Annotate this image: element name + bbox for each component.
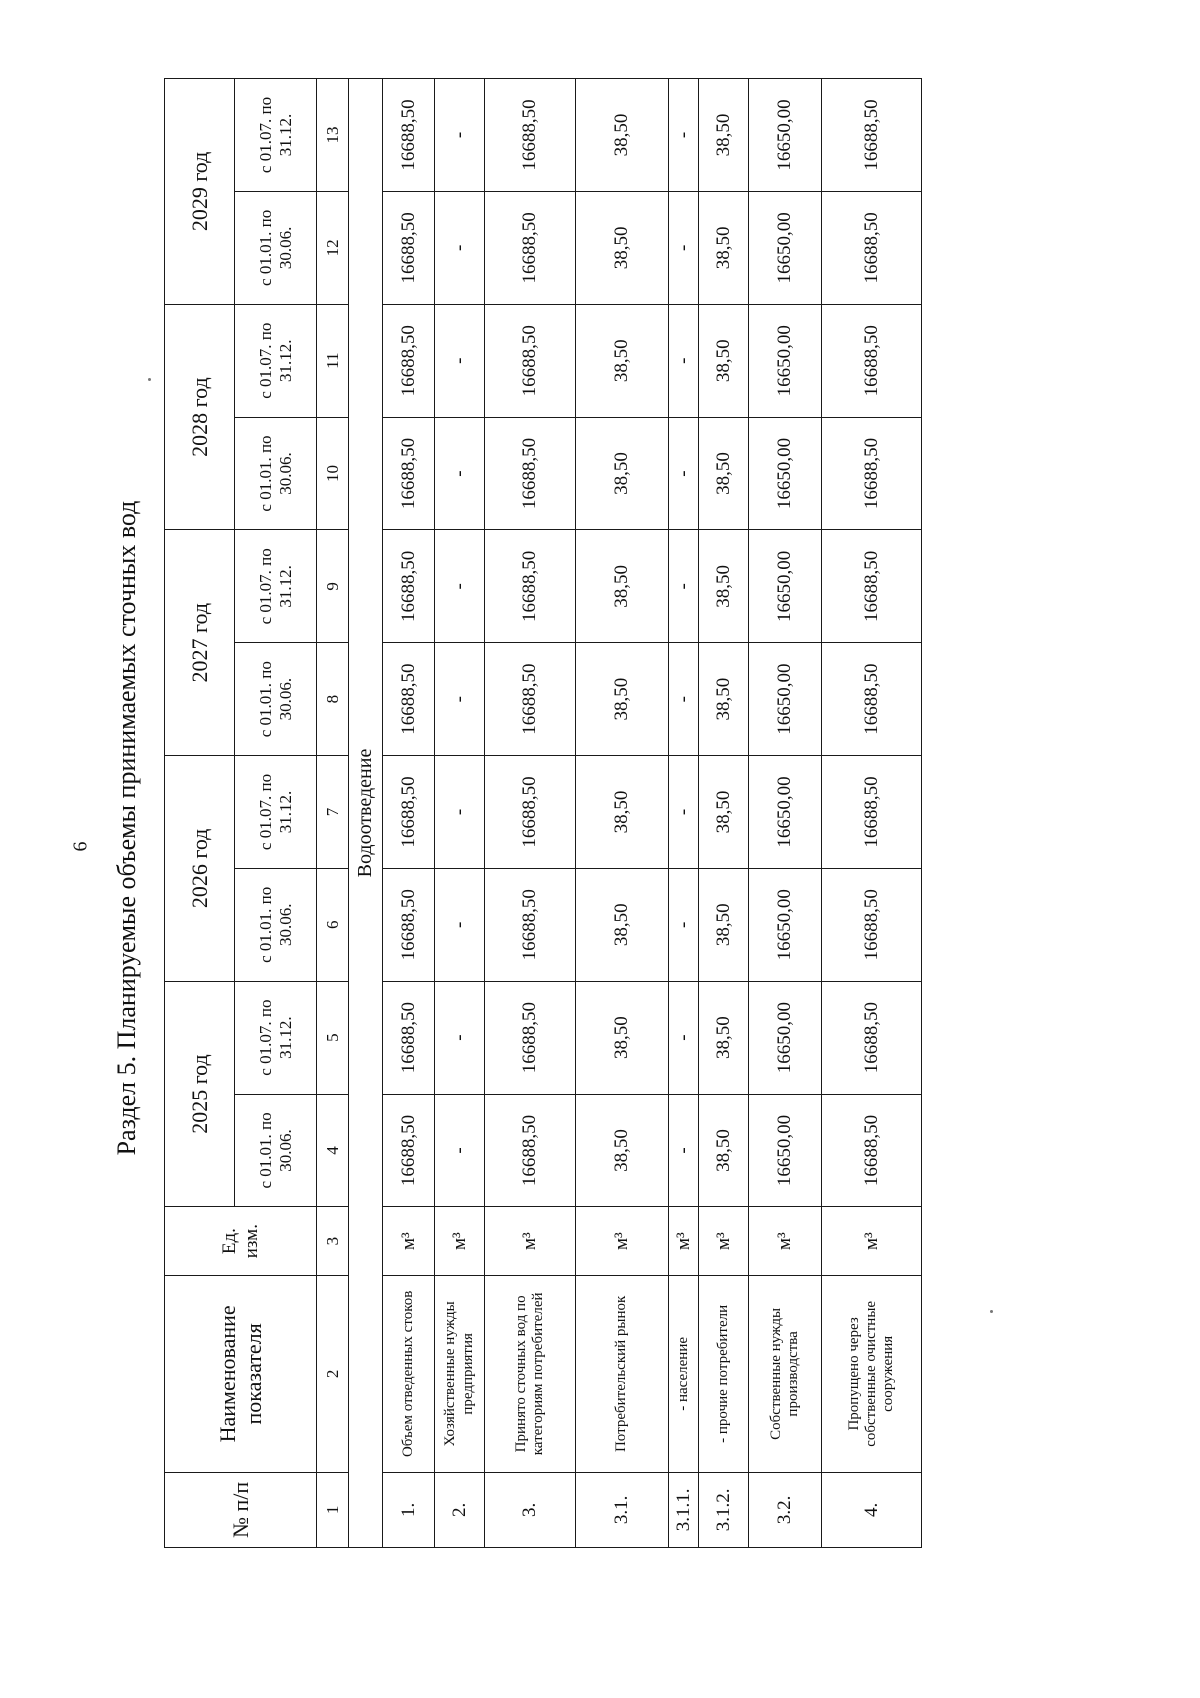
period-second-half: с 01.07. по 31.12.: [235, 981, 317, 1094]
row-value: 16650,00: [749, 304, 822, 417]
column-number: 4: [317, 1094, 349, 1207]
column-number: 9: [317, 530, 349, 643]
row-value: -: [435, 868, 485, 981]
row-value: 16688,50: [822, 1094, 922, 1207]
row-unit: м³: [575, 1207, 668, 1276]
row-value: 16688,50: [485, 530, 576, 643]
table-row: [749, 79, 822, 1548]
period-first-half: с 01.01. по 30.06.: [235, 868, 317, 981]
row-value: -: [669, 756, 699, 869]
row-value: -: [669, 643, 699, 756]
row-name: Потребительский рынок: [575, 1275, 668, 1472]
table-row: [435, 79, 485, 1548]
row-value: 38,50: [699, 191, 749, 304]
header-unit: Ед. изм.: [165, 1207, 317, 1276]
row-value: 16688,50: [822, 417, 922, 530]
row-name: - население: [669, 1275, 699, 1472]
row-value: -: [669, 530, 699, 643]
row-unit: м³: [485, 1207, 576, 1276]
row-value: 38,50: [575, 868, 668, 981]
row-value: 16688,50: [382, 79, 434, 192]
period-first-half: с 01.01. по 30.06.: [235, 417, 317, 530]
row-value: -: [435, 756, 485, 869]
column-number: 13: [317, 79, 349, 192]
row-value: 16650,00: [749, 530, 822, 643]
section-title: Раздел 5. Планируемые объемы принимаемых сточных вод: [112, 500, 141, 1156]
row-value: -: [435, 417, 485, 530]
table-row: [822, 79, 922, 1548]
row-value: -: [669, 304, 699, 417]
row-value: 38,50: [575, 756, 668, 869]
row-value: 16688,50: [485, 981, 576, 1094]
row-unit: м³: [382, 1207, 434, 1276]
row-number: 3.1.: [575, 1472, 668, 1547]
row-value: 16688,50: [382, 868, 434, 981]
column-number: 8: [317, 643, 349, 756]
period-first-half: с 01.01. по 30.06.: [235, 191, 317, 304]
header-year: 2028 год: [165, 304, 235, 530]
row-value: 16688,50: [822, 79, 922, 192]
row-value: 16688,50: [382, 530, 434, 643]
table-row: [699, 79, 749, 1548]
column-number-row: [317, 79, 349, 1548]
column-number: 12: [317, 191, 349, 304]
row-value: 38,50: [575, 417, 668, 530]
row-name: Собственные нужды производства: [749, 1275, 822, 1472]
row-value: -: [435, 304, 485, 417]
row-value: 38,50: [575, 191, 668, 304]
row-number: 3.1.2.: [699, 1472, 749, 1547]
row-value: 38,50: [699, 981, 749, 1094]
row-value: 16650,00: [749, 417, 822, 530]
row-value: 16688,50: [382, 304, 434, 417]
column-number: 3: [317, 1207, 349, 1276]
row-value: 16688,50: [382, 643, 434, 756]
row-value: 16688,50: [382, 981, 434, 1094]
row-value: 38,50: [699, 530, 749, 643]
row-value: 38,50: [575, 79, 668, 192]
row-unit: м³: [822, 1207, 922, 1276]
header-year: 2026 год: [165, 756, 235, 982]
column-number: 5: [317, 981, 349, 1094]
row-value: 16688,50: [485, 756, 576, 869]
header-year: 2025 год: [165, 981, 235, 1207]
row-unit: м³: [749, 1207, 822, 1276]
row-name: - прочие потребители: [699, 1275, 749, 1472]
row-value: 38,50: [699, 868, 749, 981]
section-row: [348, 79, 382, 1548]
row-value: 38,50: [699, 304, 749, 417]
row-name: Хозяйственные нужды предприятия: [435, 1275, 485, 1472]
row-value: -: [669, 79, 699, 192]
row-value: 16688,50: [822, 304, 922, 417]
row-number: 3.2.: [749, 1472, 822, 1547]
table-row: [485, 79, 576, 1548]
row-number: 1.: [382, 1472, 434, 1547]
column-number: 6: [317, 868, 349, 981]
rotated-page-content: [112, 50, 972, 1648]
row-value: 38,50: [575, 643, 668, 756]
row-name: Принято сточных вод по категориям потребителей: [485, 1275, 576, 1472]
row-value: 16688,50: [822, 643, 922, 756]
row-name: Пропущено через собственные очистные сооружения: [822, 1275, 922, 1472]
row-value: 16688,50: [485, 417, 576, 530]
section-heading: Водоотведение: [348, 79, 382, 1548]
scan-dot: [990, 1310, 993, 1313]
row-value: 16688,50: [382, 417, 434, 530]
row-name: Объем отведенных стоков: [382, 1275, 434, 1472]
period-second-half: с 01.07. по 31.12.: [235, 530, 317, 643]
column-number: 11: [317, 304, 349, 417]
period-first-half: с 01.01. по 30.06.: [235, 1094, 317, 1207]
row-value: -: [435, 79, 485, 192]
table-body: [382, 79, 921, 1548]
row-unit: м³: [699, 1207, 749, 1276]
row-unit: м³: [669, 1207, 699, 1276]
row-number: 3.1.1.: [669, 1472, 699, 1547]
row-value: 16688,50: [485, 79, 576, 192]
row-value: 16650,00: [749, 643, 822, 756]
row-number: 3.: [485, 1472, 576, 1547]
row-value: 16688,50: [382, 191, 434, 304]
row-value: 16688,50: [822, 981, 922, 1094]
row-value: 16688,50: [485, 1094, 576, 1207]
row-value: 16688,50: [485, 868, 576, 981]
row-value: 16650,00: [749, 191, 822, 304]
table-row: [669, 79, 699, 1548]
header-name: Наименование показателя: [165, 1275, 317, 1472]
row-value: 16650,00: [749, 1094, 822, 1207]
row-value: 38,50: [699, 1094, 749, 1207]
row-value: 16650,00: [749, 981, 822, 1094]
row-value: 38,50: [575, 530, 668, 643]
column-number: 1: [317, 1472, 349, 1547]
row-value: 16688,50: [485, 643, 576, 756]
row-value: -: [669, 868, 699, 981]
row-value: 38,50: [699, 417, 749, 530]
row-value: 38,50: [575, 1094, 668, 1207]
row-value: 38,50: [575, 981, 668, 1094]
column-number: 2: [317, 1275, 349, 1472]
header-year: 2027 год: [165, 530, 235, 756]
row-value: 38,50: [699, 643, 749, 756]
row-value: 16650,00: [749, 868, 822, 981]
column-number: 7: [317, 756, 349, 869]
volumes-table: [164, 78, 922, 1548]
row-value: 16688,50: [822, 868, 922, 981]
row-value: 16688,50: [485, 304, 576, 417]
row-value: -: [669, 417, 699, 530]
header-row-years: [165, 79, 235, 1548]
row-value: 16688,50: [822, 191, 922, 304]
row-value: -: [669, 191, 699, 304]
period-second-half: с 01.07. по 31.12.: [235, 756, 317, 869]
row-value: 16650,00: [749, 756, 822, 869]
row-value: 16688,50: [382, 756, 434, 869]
period-second-half: с 01.07. по 31.12.: [235, 79, 317, 192]
row-value: 16688,50: [822, 530, 922, 643]
row-value: 16650,00: [749, 79, 822, 192]
row-value: -: [435, 530, 485, 643]
page-number: 6: [69, 841, 92, 852]
table-row: [575, 79, 668, 1548]
row-value: 16688,50: [485, 191, 576, 304]
row-value: 16688,50: [382, 1094, 434, 1207]
header-year: 2029 год: [165, 79, 235, 305]
row-unit: м³: [435, 1207, 485, 1276]
row-value: -: [435, 643, 485, 756]
row-value: 16688,50: [822, 756, 922, 869]
header-num: № п/п: [165, 1472, 317, 1547]
row-value: 38,50: [699, 79, 749, 192]
row-value: 38,50: [699, 756, 749, 869]
row-number: 4.: [822, 1472, 922, 1547]
table-row: [382, 79, 434, 1548]
row-value: 38,50: [575, 304, 668, 417]
row-value: -: [435, 981, 485, 1094]
column-number: 10: [317, 417, 349, 530]
period-first-half: с 01.01. по 30.06.: [235, 643, 317, 756]
row-value: -: [435, 191, 485, 304]
row-number: 2.: [435, 1472, 485, 1547]
period-second-half: с 01.07. по 31.12.: [235, 304, 317, 417]
row-value: -: [435, 1094, 485, 1207]
row-value: -: [669, 1094, 699, 1207]
row-value: -: [669, 981, 699, 1094]
